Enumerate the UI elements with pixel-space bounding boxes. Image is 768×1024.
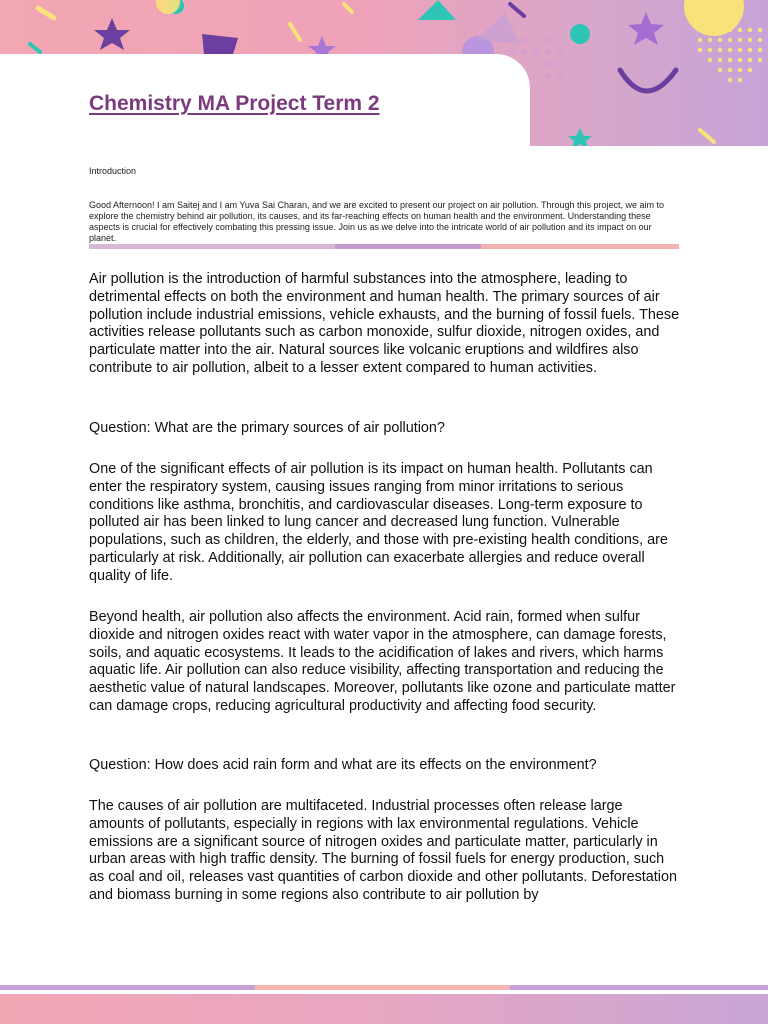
dash-shape (38, 8, 54, 18)
star-shape (94, 18, 130, 50)
footer-divider (0, 985, 768, 990)
intro-paragraph: Good Afternoon! I am Saitej and I am Yuva Sai Charan, and we are excited to present our project on air pollution. Through this project, we aim to explore the chemistry behind air pollution, its causes, and its far-reaching effects on human health and the environment. Understanding these aspects is crucial for effectively combating this pressing issue. Join us as we delve into the intricate world of air pollution and its impact on our planet. (89, 200, 664, 243)
arc-shape (620, 70, 676, 91)
triangle-shape (418, 0, 456, 20)
circle-shape (570, 24, 590, 44)
dot-pattern (698, 28, 762, 82)
dash-shape (510, 4, 524, 16)
star-shape (568, 128, 592, 146)
star-shape (628, 12, 664, 45)
dash-shape (700, 130, 714, 142)
paragraph-causes: The causes of air pollution are multifaceted. Industrial processes often release large amounts of pollutants, especially in regions with lax environmental regulations. Vehicle emissions are a significant source of nitrogen oxides and particulate matter, particularly in urban areas with high traffic density. The burning of fossil fuels for energy production, such as coal and oil, releases vast quantities of carbon dioxide and other pollutants. Deforestation and biomass burning in some regions also contribute to air pollution by (89, 798, 677, 903)
question-sources: Question: What are the primary sources of air pollution? (89, 420, 445, 436)
triangle-shape (476, 12, 520, 44)
paragraph-health-effects: One of the significant effects of air pollution is its impact on human health. Pollutants can enter the respiratory system, causing issues ranging from minor irritations to serious conditions like asthma, bronchitis, and cardiovascular diseases. Long-term exposure to polluted air has been linked to lung cancer and decreased lung function. Vulnerable populations, such as children, the elderly, and those with pre-existing health conditions, are particularly at risk. Additionally, air pollution can exacerbate allergies and reduce overall quality of life. (89, 461, 668, 584)
paragraph-environment-effects: Beyond health, air pollution also affects the environment. Acid rain, formed when sulfur dioxide and nitrogen oxides react with water vapor in the atmosphere, can damage forests, soils, and aquatic ecosystems. It leads to the acidification of lakes and rivers, which harms aquatic life. Air pollution can also reduce visibility, affecting transportation and reducing the aesthetic value of natural landscapes. Moreover, pollutants like ozone and particulate matter can damage crops, reducing agricultural productivity and affecting food security. (89, 609, 676, 714)
paragraph-definition: Air pollution is the introduction of harmful substances into the atmosphere, leading to detrimental effects on both the environment and human health. The primary sources of air pollution include industrial emissions, vehicle exhausts, and the burning of fossil fuels. These activities release pollutants such as carbon monoxide, sulfur dioxide, nitrogen oxides, and particulate matter into the air. Natural sources like volcanic eruptions and wildfires also contribute to air pollution, albeit to a lesser extent compared to human activities. (89, 271, 680, 376)
section-divider (89, 244, 679, 249)
intro-heading: Introduction (89, 166, 137, 176)
dash-shape (30, 44, 40, 52)
question-acid-rain: Question: How does acid rain form and what are its effects on the environment? (89, 757, 597, 773)
circle-shape (684, 0, 744, 36)
page-title: Chemistry MA Project Term 2 (89, 92, 380, 115)
dash-shape (290, 24, 300, 40)
footer-band (0, 994, 768, 1024)
dash-shape (344, 4, 352, 12)
